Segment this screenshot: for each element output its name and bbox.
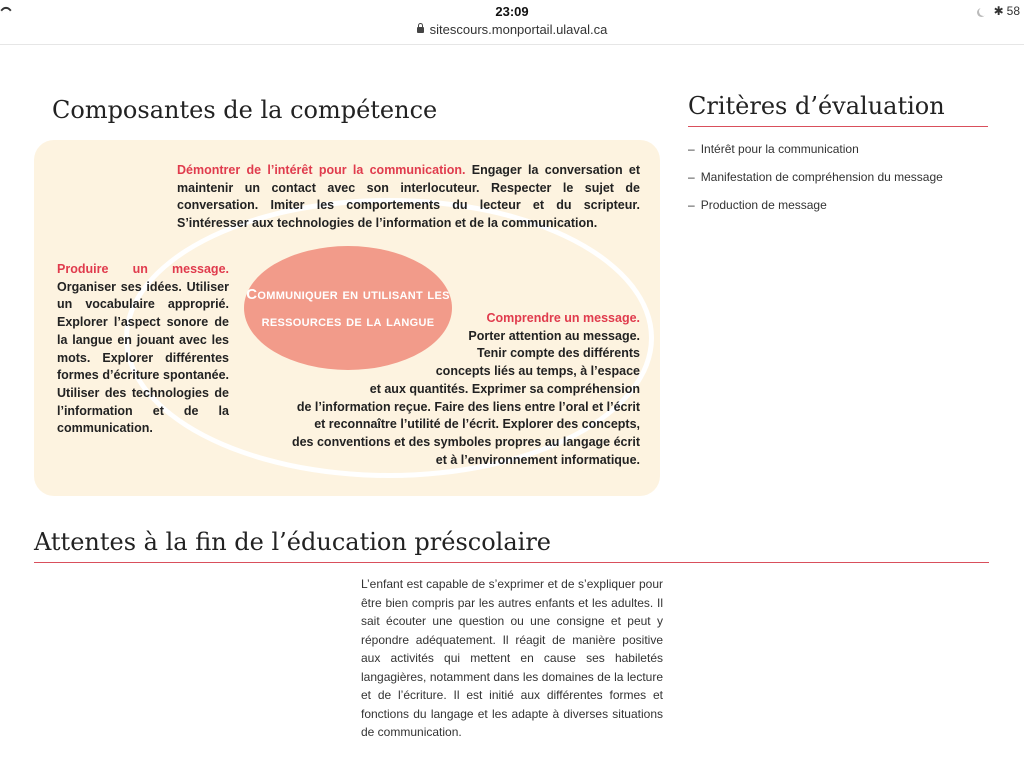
component-understand-line: concepts liés au temps, à l’espace <box>435 364 640 379</box>
component-understand-line: et à l’environnement informatique. <box>435 452 640 467</box>
status-bar <box>0 0 1024 45</box>
component-understand-title: Comprendre un message. <box>486 311 640 325</box>
component-produce-title: Produire un message. <box>57 262 229 276</box>
url-text: sitescours.monportail.ulaval.ca <box>429 22 608 37</box>
criteria-item: – Production de message <box>688 198 827 212</box>
bluetooth-icon: ✱ <box>993 4 1004 18</box>
component-understand-line: des conventions et des symboles propres au langage écrit <box>291 434 640 449</box>
status-indicators <box>979 4 1020 18</box>
moon-icon <box>979 7 988 16</box>
component-interest-title: Démontrer de l’intérêt pour la communication. <box>177 163 466 177</box>
battery-level: 58 <box>1006 4 1020 18</box>
component-understand-line: Porter attention au message. <box>468 328 640 343</box>
criteria-item-text: Intérêt pour la communication <box>700 142 859 156</box>
lock-icon <box>417 27 424 33</box>
criteria-item-text: Manifestation de compréhension du message <box>700 170 943 184</box>
attentes-heading: Attentes à la fin de l’éducation préscolaire <box>34 528 989 563</box>
status-time: 23:09 <box>495 4 529 19</box>
component-understand-line: Tenir compte des différents <box>477 346 640 361</box>
criteria-item-text: Production de message <box>700 198 827 212</box>
component-understand-line: et aux quantités. Exprimer sa compréhension <box>369 381 640 396</box>
criteria-list <box>688 140 988 224</box>
component-interest <box>177 162 640 233</box>
component-produce-body: Organiser ses idées. Utiliser un vocabulaire approprié. Explorer l’aspect sonore de la langue en jouant avec les mots. Explorer différentes formes d’écriture spontanée. Utiliser des technologies de l’information et de la communication. <box>57 279 229 436</box>
attentes-paragraph: L’enfant est capable de s’exprimer et de s’expliquer pour être bien compris par les autres enfants et les adultes. Il sait écouter une question ou une consigne et peut y répondre adéquatement. Il réagit de manière positive aux activités qui mettent en cause ses habiletés langagières, notamment dans les domaines de la lecture et de l’écriture. Il est initié aux différentes formes et fonctions du langage et les adapte à diverses situations de communication. <box>361 577 663 739</box>
address-bar[interactable] <box>0 22 1024 37</box>
criteria-item: – Manifestation de compréhension du message <box>688 170 943 184</box>
composantes-heading: Composantes de la compétence <box>52 96 438 124</box>
competence-center-text: Communiquer en utilisant les ressources de la langue <box>246 286 450 330</box>
component-interest-body: Engager la conversation et maintenir un contact avec son interlocuteur. Respecter le sujet de conversation. Imiter les comportements du lecteur et du scripteur. S’intéresser aux technologies de l’information et de la communication. <box>177 163 640 231</box>
component-understand-line: et reconnaître l’utilité de l’écrit. Explorer des concepts, <box>314 417 640 432</box>
criteria-item: – Intérêt pour la communication <box>688 142 859 156</box>
component-produce <box>57 261 229 438</box>
criteres-heading: Critères d’évaluation <box>688 92 988 127</box>
component-understand <box>286 310 640 469</box>
component-understand-line: de l’information reçue. Faire des liens entre l’oral et l’écrit <box>296 399 640 414</box>
competence-diagram <box>34 140 660 496</box>
